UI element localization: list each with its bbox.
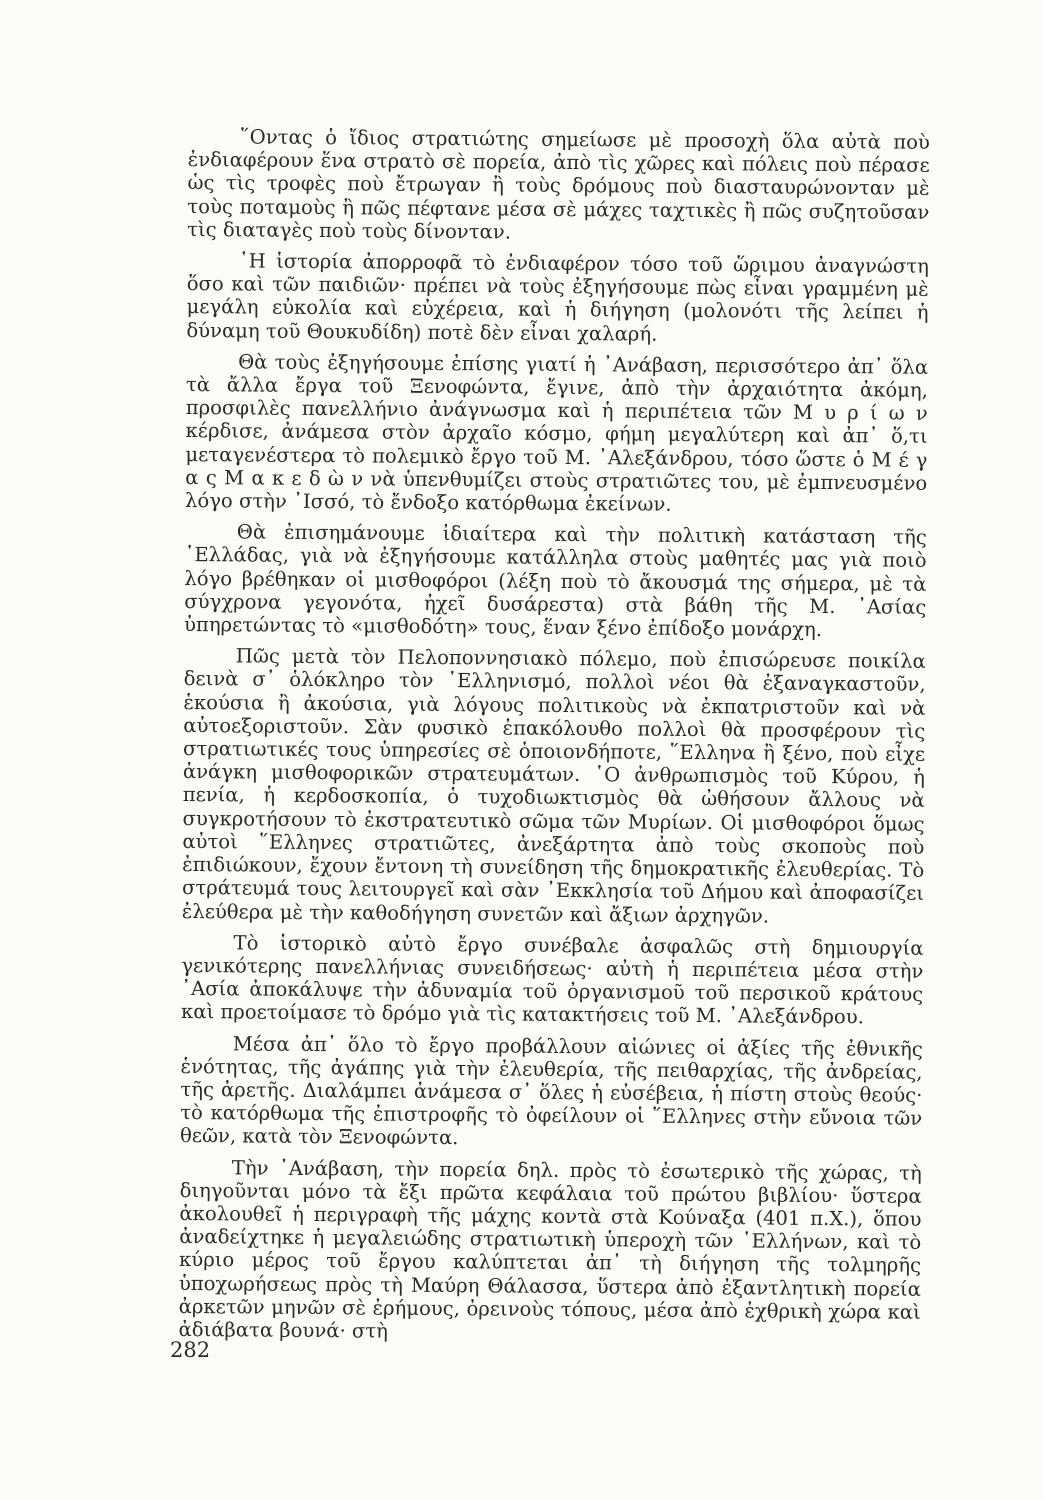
paragraph-2: ῾Η ἱστορία ἀπορροφᾶ τὸ ἐνδιαφέρον τόσο τοῦ ὥριμου ἀναγνώστη ὅσο καὶ τῶν παιδιῶν· πρέπει νὰ τοὺς ἐξηγήσουμε πὼς εἶναι γραμμένη μὲ μεγάλη εὐκολία καὶ εὐχέρεια, καὶ ἡ διήγηση (μολονότι τῆς λείπει ἡ δύναμη τοῦ Θουκυδίδη) ποτὲ δὲν εἶναι χαλαρή. (186, 249, 930, 346)
paragraph-6: Τὸ ἱστορικὸ αὐτὸ ἔργο συνέβαλε ἀσφαλῶς στὴ δημιουργία γενικότερης πανελλήνιας συνειδήσεως· αὐτὴ ἡ περιπέτεια μέσα στὴν ᾿Ασία ἀποκάλυψε τὴν ἀδυναμία τοῦ ὀργανισμοῦ τοῦ περσικοῦ κράτους καὶ προετοίμασε τὸ δρόμο γιὰ τὶς κατακτήσεις τοῦ Μ. ᾿Αλεξάνδρου. (180, 931, 924, 1029)
paragraph-3: Θὰ τοὺς ἐξηγήσουμε ἐπίσης γιατί ἡ ᾿Ανάβαση, περισσότερο ἀπ᾿ ὅλα τὰ ἄλλα ἔργα τοῦ Ξενοφώντα, ἔγινε, ἀπὸ τὴν ἀρχαιότητα ἀκόμη, προσφιλὲς πανελλήνιο ἀνάγνωσμα καὶ ἡ περιπέτεια τῶν Μ υ ρ ί ω ν κέρδισε, ἀνάμεσα στὸν ἀρχαῖο κόσμο, φήμη μεγαλύτερη καὶ ἀπ᾿ ὅ,τι μεταγενέστερα τὸ πολεμικὸ ἔργο τοῦ Μ. ᾿Αλεξάνδρου, τόσο ὥστε ὁ Μ έ γ α ς Μ α κ ε δ ὼ ν νὰ ὑπενθυμίζει στοὺς στρατιῶτες του, μὲ ἐμπνευσμένο λόγο στὴν ᾿Ισσό, τὸ ἔνδοξο κατόρθωμα ἐκείνων. (184, 350, 929, 516)
paragraph-7: Μέσα ἀπ᾿ ὅλο τὸ ἔργο προβάλλουν αἰώνιες οἱ ἀξίες τῆς ἐθνικῆς ἑνότητας, τῆς ἀγάπης γιὰ τὴν ἐλευθερία, τῆς πειθαρχίας, τῆς ἀνδρείας, τῆς ἀρετῆς. Διαλάμπει ἀνάμεσα σ᾿ ὅλες ἡ εὐσέβεια, ἡ πίστη στοὺς θεούς· τὸ κατόρθωμα τῆς ἐπιστροφῆς τὸ ὀφείλουν οἱ ῞Ελληνες στὴν εὔνοια τῶν θεῶν, κατὰ τὸν Ξενοφώντα. (179, 1031, 923, 1150)
body-text (178, 125, 930, 1355)
paragraph-8: Τὴν ᾿Ανάβαση, τὴν πορεία δηλ. πρὸς τὸ ἐσωτερικὸ τῆς χώρας, τὴ διηγοῦνται μόνο τὰ ἔξι πρῶτα κεφάλαια τοῦ πρώτου βιβλίου· ὕστερα ἀκολουθεῖ ἡ περιγραφὴ τῆς μάχης κοντὰ στὰ Κούναξα (401 π.Χ.), ὅπου ἀναδείχτηκε ἡ μεγαλειώδης στρατιωτικὴ ὑπεροχὴ τῶν ῾Ελλήνων, καὶ τὸ κύριο μέρος τοῦ ἔργου καλύπτεται ἀπ᾿ τὴ διήγηση τῆς τολμηρῆς ὑποχωρήσεως πρὸς τὴ Μαύρη Θάλασσα, ὕστερα ἀπὸ ἐξαντλητικὴ πορεία ἀρκετῶν μηνῶν σὲ ἐρήμους, ὀρεινοὺς τόπους, μέσα ἀπὸ ἐχθρικὴ χώρα καὶ ἀδιάβατα βουνά· στὴ (178, 1155, 922, 1343)
paragraph-4: Θὰ ἐπισημάνουμε ἰδιαίτερα καὶ τὴν πολιτικὴ κατάσταση τῆς ῾Ελλάδας, γιὰ νὰ ἐξηγήσουμε κατάλληλα στοὺς μαθητές μας γιὰ ποιὸ λόγο βρέθηκαν οἱ μισθοφόροι (λέξη ποὺ τὸ ἄκουσμά της σήμερα, μὲ τὰ σύγχρονα γεγονότα, ἠχεῖ δυσάρεστα) στὰ βάθη τῆς Μ. ᾿Ασίας ὑπηρετώντας τὸ «μισθοδότη» τους, ἕναν ξένο ἐπίδοξο μονάρχη. (183, 520, 927, 642)
paragraph-5: Πῶς μετὰ τὸν Πελοποννησιακὸ πόλεμο, ποὺ ἐπισώρευσε ποικίλα δεινὰ σ᾿ ὁλόκληρο τὸν ῾Ελληνισμό, πολλοὶ νέοι θὰ ἐξαναγκαστοῦν, ἑκούσια ἢ ἀκούσια, γιὰ λόγους πολιτικοὺς νὰ ἐκπατριστοῦν καὶ νὰ αὐτοεξοριστοῦν. Σὰν φυσικὸ ἐπακόλουθο πολλοὶ θὰ προσφέρουν τὶς στρατιωτικές τους ὑπηρεσίες σὲ ὁποιονδήποτε, ῞Ελληνα ἢ ξένο, ποὺ εἶχε ἀνάγκη μισθοφορικῶν στρατευμάτων. ῾Ο ἀνθρωπισμὸς τοῦ Κύρου, ἡ πενία, ἡ κερδοσκοπία, ὁ τυχοδιωκτισμὸς θὰ ὠθήσουν ἄλλους νὰ συγκροτήσουν τὸ ἐκστρατευτικὸ σῶμα τῶν Μυρίων. Οἱ μισθοφόροι ὅμως αὐτοὶ ῞Ελληνες στρατιῶτες, ἀνεξάρτητα ἀπὸ τοὺς σκοποὺς ποὺ ἐπιδιώκουν, ἔχουν ἔντονη τὴ συνείδηση τῆς δημοκρατικῆς ἐλευθερίας. Τὸ στράτευμά τους λειτουργεῖ καὶ σὰν ᾿Εκκλησία τοῦ Δήμου καὶ ἀποφασίζει ἐλεύθερα μὲ τὴν καθοδήγηση συνετῶν καὶ ἄξιων ἀρχηγῶν. (181, 644, 926, 928)
page-number: 282 (170, 1338, 211, 1362)
paragraph-1: ῞Οντας ὁ ἴδιος στρατιώτης σημείωσε μὲ προσοχὴ ὅλα αὐτὰ ποὺ ἐνδιαφέρουν ἕνα στρατὸ σὲ πορεία, ἀπὸ τὶς χῶρες καὶ πόλεις ποὺ πέρασε ὡς τὶς τροφὲς ποὺ ἔτρωγαν ἢ τοὺς δρόμους ποὺ διασταυρώνονταν μὲ τοὺς ποταμοὺς ἢ πῶς πέφτανε μέσα σὲ μάχες ταχτικὲς ἢ πῶς συζητοῦσαν τὶς διαταγὲς ποὺ τοὺς δίνονταν. (187, 125, 930, 244)
